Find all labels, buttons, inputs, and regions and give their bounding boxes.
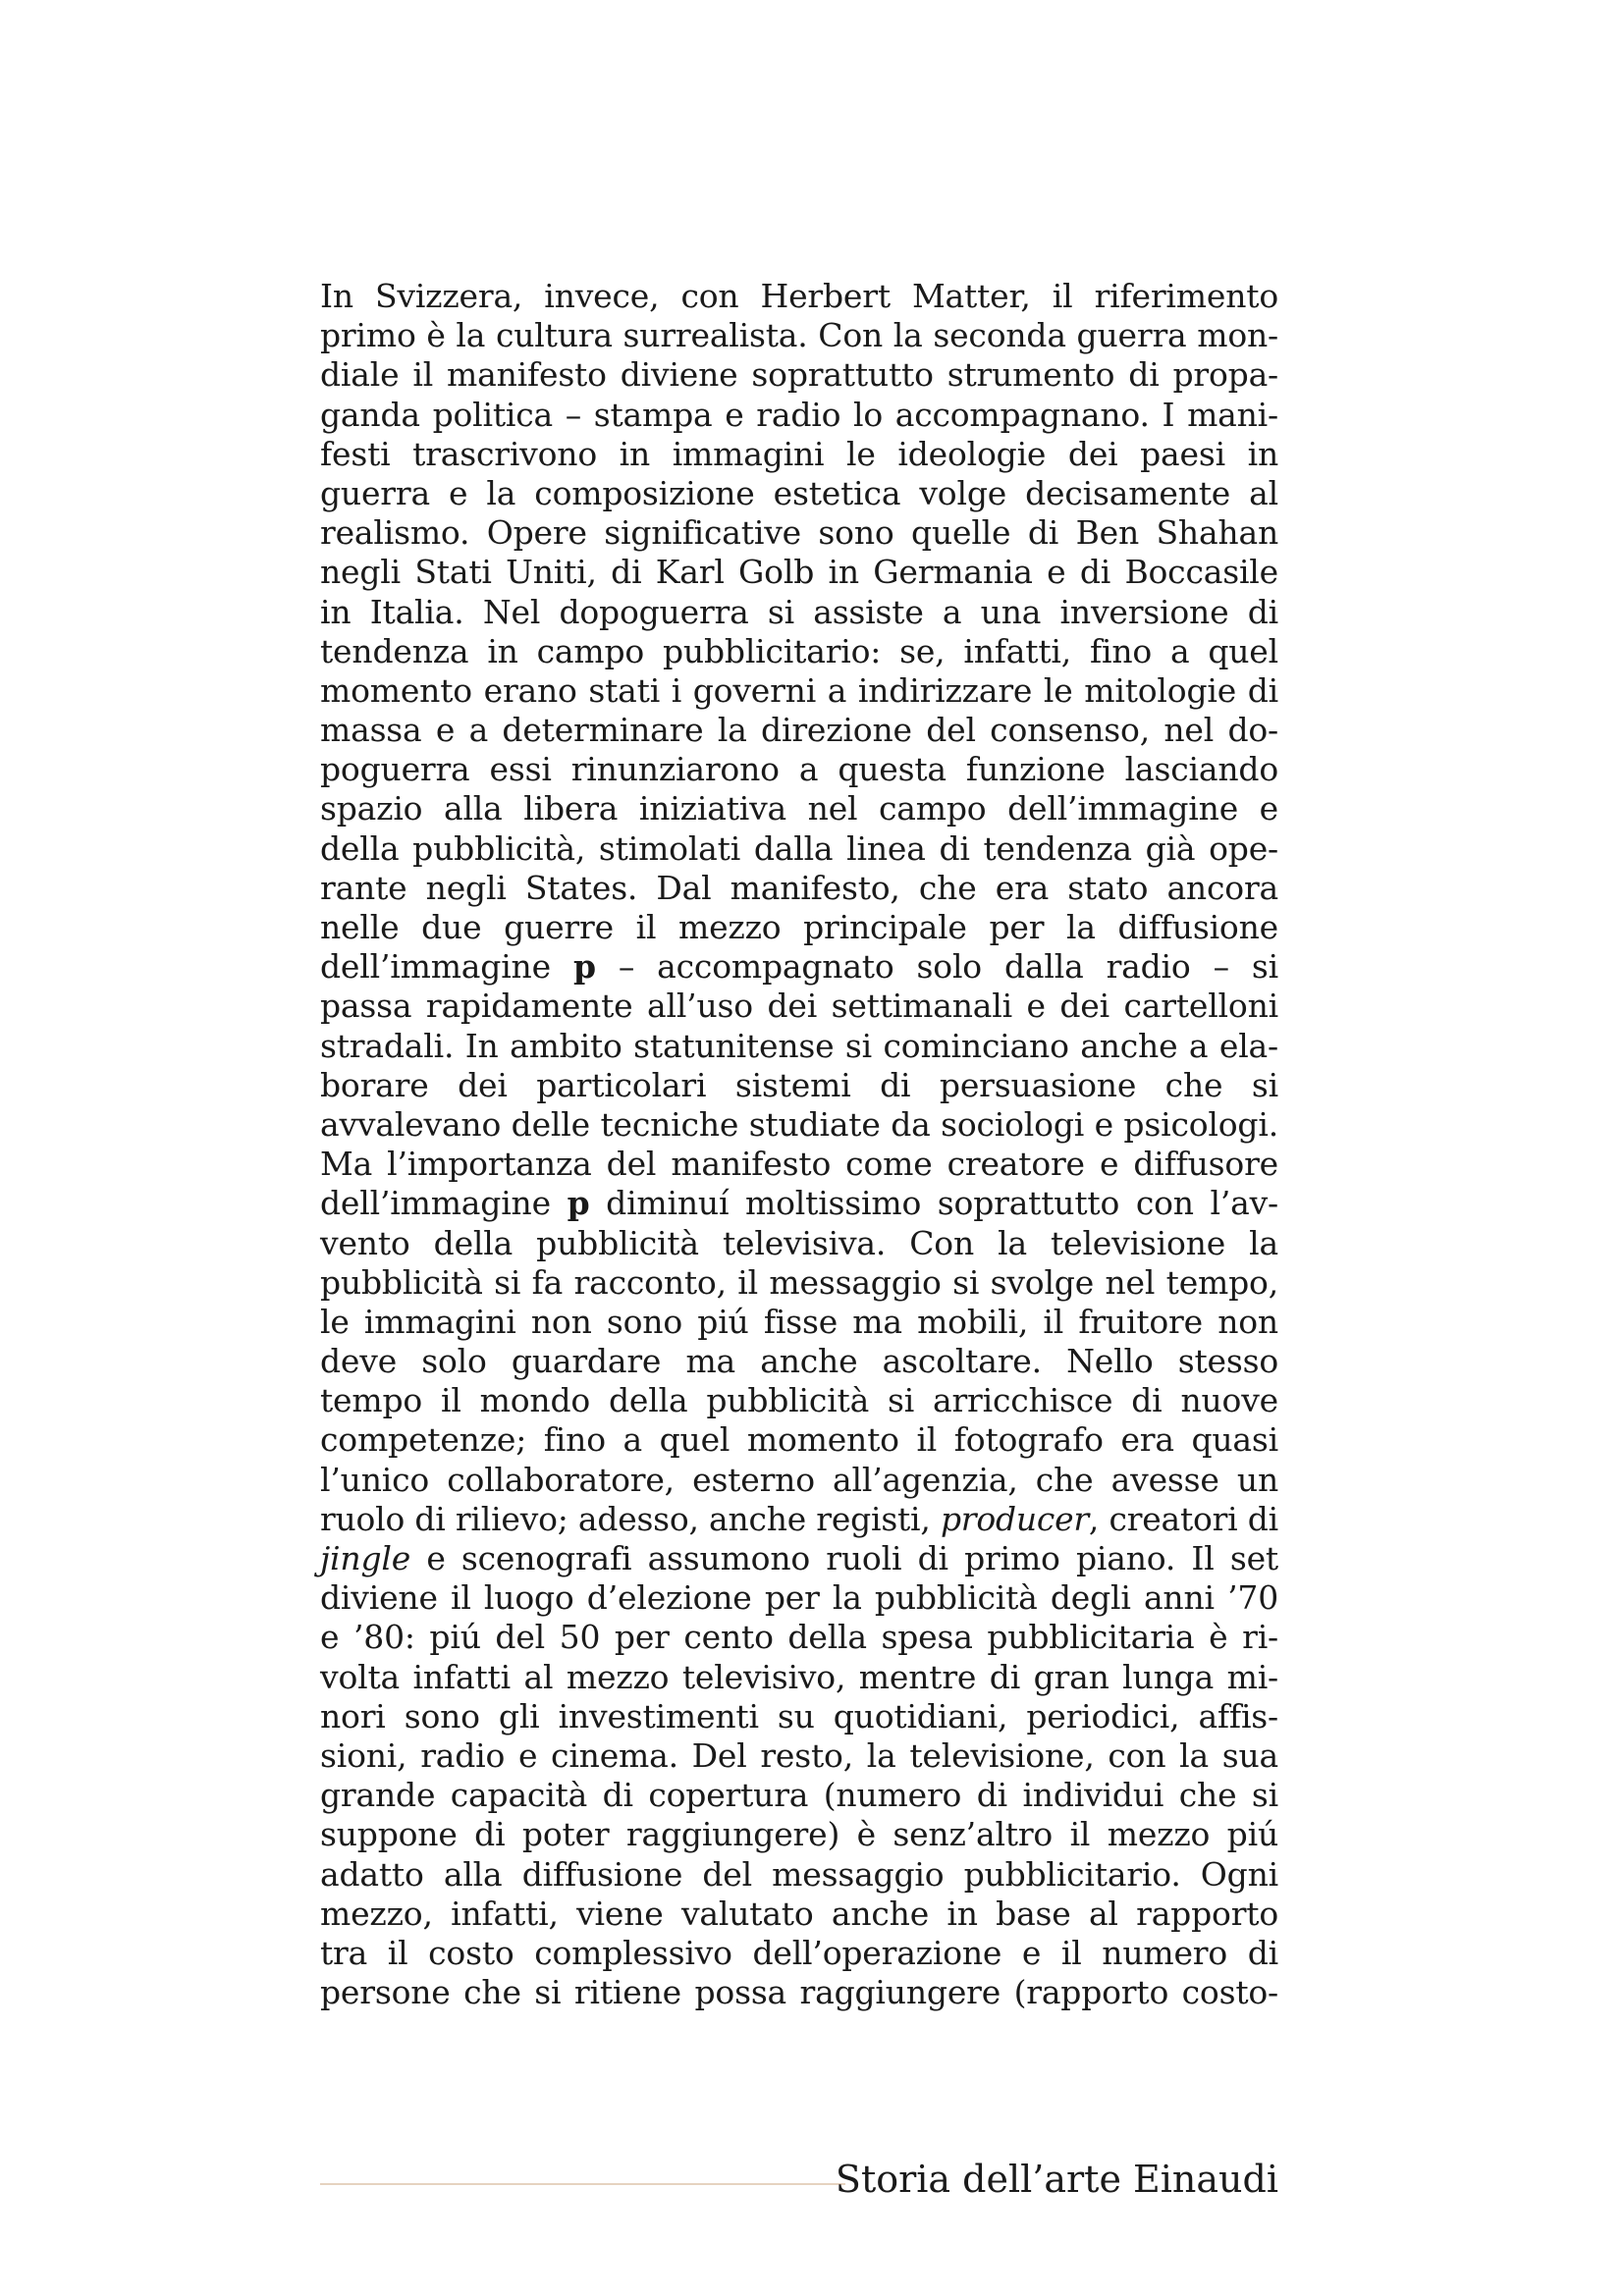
text-line: rante negli States. Dal manifesto, che era stato ancora [320,868,1278,907]
text-line: diale il manifesto diviene soprattutto strumento di propa- [320,355,1278,395]
text-line: festi trascrivono in immagini le ideologie dei paesi in [320,434,1278,473]
footer-title: Storia dell’arte Einaudi [835,2158,1278,2201]
text-line: persone che si ritiene possa raggiungere (rapporto costo- [320,1973,1278,2012]
text-line [320,947,1278,987]
text-line: volta infatti al mezzo televisivo, mentre di gran lunga mi- [320,1657,1278,1696]
text-line: passa rapidamente all’uso dei settimanali e dei cartelloni [320,987,1278,1026]
italic-term: jingle [320,1539,411,1577]
text-line: l’unico collaboratore, esterno all’agenzia, che avesse un [320,1460,1278,1499]
text-segment: , creatori di [1088,1499,1278,1538]
text-line: avvalevano delle tecniche studiate da sociologi e psicologi. [320,1104,1278,1144]
bold-marker: p [567,1184,590,1223]
text-line: nori sono gli investimenti su quotidiani, periodici, affis- [320,1696,1278,1735]
text-line: mezzo, infatti, viene valutato anche in base al rapporto [320,1894,1278,1933]
text-line: nelle due guerre il mezzo principale per la diffusione [320,908,1278,946]
text-line: negli Stati Uniti, di Karl Golb in Germania e di Boccasile [320,553,1278,592]
text-line: adatto alla diffusione del messaggio pubblicitario. Ogni [320,1854,1278,1894]
text-line: momento erano stati i governi a indirizzare le mitologie di [320,670,1278,710]
text-line: e ’80: piú del 50 per cento della spesa pubblicitaria è ri- [320,1618,1278,1657]
text-line: grande capacità di copertura (numero di individui che si [320,1776,1278,1815]
text-line: tendenza in campo pubblicitario: se, infatti, fino a quel [320,631,1278,670]
text-line: suppone di poter raggiungere) è senz’altro il mezzo piú [320,1815,1278,1854]
text-segment: dell’immagine [320,1184,568,1223]
text-line: diviene il luogo d’elezione per la pubblicità degli anni ’70 [320,1578,1278,1618]
text-line: poguerra essi rinunziarono a questa funzione lasciando [320,750,1278,789]
text-line: competenze; fino a quel momento il fotografo era quasi [320,1420,1278,1460]
text-line: realismo. Opere significative sono quelle di Ben Shahan [320,513,1278,553]
text-segment: diminuí moltissimo soprattutto con l’av- [589,1184,1279,1223]
text-line [320,1184,1278,1223]
text-line: le immagini non sono piú fisse ma mobili, il fruitore non [320,1302,1278,1341]
text-line [320,1539,1278,1578]
text-line: pubblicità si fa racconto, il messaggio si svolge nel tempo, [320,1262,1278,1302]
footer-rule [320,2183,845,2185]
text-line: primo è la cultura surrealista. Con la seconda guerra mon- [320,316,1278,355]
text-line: In Svizzera, invece, con Herbert Matter, il riferimento [320,277,1278,315]
text-segment: ruolo di rilievo; adesso, anche registi, [320,1499,941,1538]
text-line: ganda politica – stampa e radio lo accompagnano. I mani- [320,395,1278,434]
text-line: della pubblicità, stimolati dalla linea di tendenza già ope- [320,828,1278,868]
body-text [320,277,1278,2012]
italic-term: producer [940,1499,1089,1538]
text-segment: – accompagnato solo dalla radio – si [595,947,1278,987]
text-segment: dell’immagine [320,947,573,987]
text-line: vento della pubblicità televisiva. Con la televisione la [320,1223,1278,1262]
text-line: in Italia. Nel dopoguerra si assiste a una inversione di [320,592,1278,631]
text-line [320,1500,1278,1539]
text-line: tempo il mondo della pubblicità si arricchisce di nuove [320,1381,1278,1420]
text-line: Ma l’importanza del manifesto come creatore e diffusore [320,1145,1278,1184]
text-segment: e scenografi assumono ruoli di primo piano. Il set [410,1539,1278,1577]
text-line: massa e a determinare la direzione del consenso, nel do- [320,711,1278,750]
text-line: stradali. In ambito statunitense si cominciano anche a ela- [320,1026,1278,1065]
text-line: borare dei particolari sistemi di persuasione che si [320,1065,1278,1104]
text-line: spazio alla libera iniziativa nel campo dell’immagine e [320,789,1278,828]
bold-marker: p [572,947,596,987]
text-line: sioni, radio e cinema. Del resto, la televisione, con la sua [320,1735,1278,1775]
text-line: guerra e la composizione estetica volge decisamente al [320,473,1278,512]
text-line: tra il costo complessivo dell’operazione e il numero di [320,1933,1278,1972]
text-line: deve solo guardare ma anche ascoltare. Nello stesso [320,1342,1278,1381]
